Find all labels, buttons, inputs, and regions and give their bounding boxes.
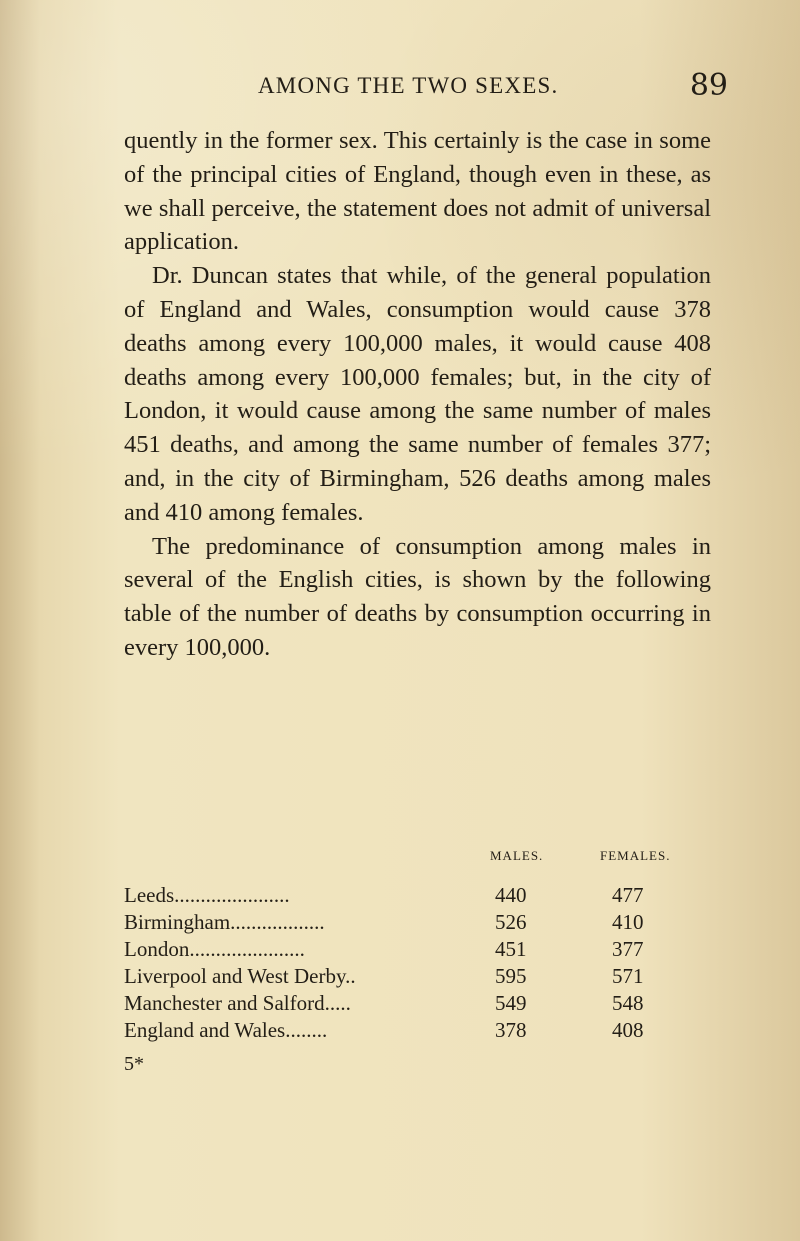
table-rows [124,882,724,1044]
males-value: 451 [495,937,527,961]
females-value: 571 [612,964,644,988]
table-row-manchester [124,990,724,1017]
females-column-header: FEMALES. [600,848,671,863]
running-head: AMONG THE TWO SEXES. [258,73,559,98]
females-value: 377 [612,937,644,961]
table-header [124,848,724,876]
males-value: 378 [495,1018,527,1042]
city-label: Birmingham.................. [124,910,325,934]
page-header [258,68,728,114]
males-value: 549 [495,991,527,1015]
females-value: 410 [612,910,644,934]
paragraph-2: Dr. Duncan states that while, of the general population of England and Wales, consumption would cause 378 deaths among every 100,000 males, it would cause 408 deaths among every 100,000 females; but, in the city of London, it would cause among the same number of males 451 deaths, and among the same number of females 377; and, in the city of Birmingham, 526 deaths among males and 410 among females. [124,262,711,526]
females-value: 548 [612,991,644,1015]
paragraph-1: quently in the former sex. This certainly is the case in some of the principal cities of England, though even in these, as we shall perceive, the statement does not admit of universal application. [124,127,711,256]
table-row-leeds [124,882,724,909]
males-value: 526 [495,910,527,934]
signature-mark: 5* [124,1053,144,1075]
city-label: London...................... [124,937,305,961]
page-number: 89 [689,68,728,103]
city-label: Liverpool and West Derby.. [124,964,356,988]
table-row-london [124,936,724,963]
deaths-table [124,848,724,1044]
city-label: Leeds...................... [124,883,290,907]
females-value: 477 [612,883,644,907]
body-text [124,124,711,665]
city-label: Manchester and Salford..... [124,991,351,1015]
males-column-header: MALES. [490,848,544,863]
females-value: 408 [612,1018,644,1042]
table-row-liverpool [124,963,724,990]
city-label: England and Wales........ [124,1018,328,1042]
paragraph-3: The predominance of consumption among males in several of the English cities, is shown by the following table of the number of deaths by consumption occurring in every 100,000. [124,532,711,661]
males-value: 595 [495,964,527,988]
males-value: 440 [495,883,527,907]
table-row-birmingham [124,909,724,936]
table-row-england-wales [124,1017,724,1044]
